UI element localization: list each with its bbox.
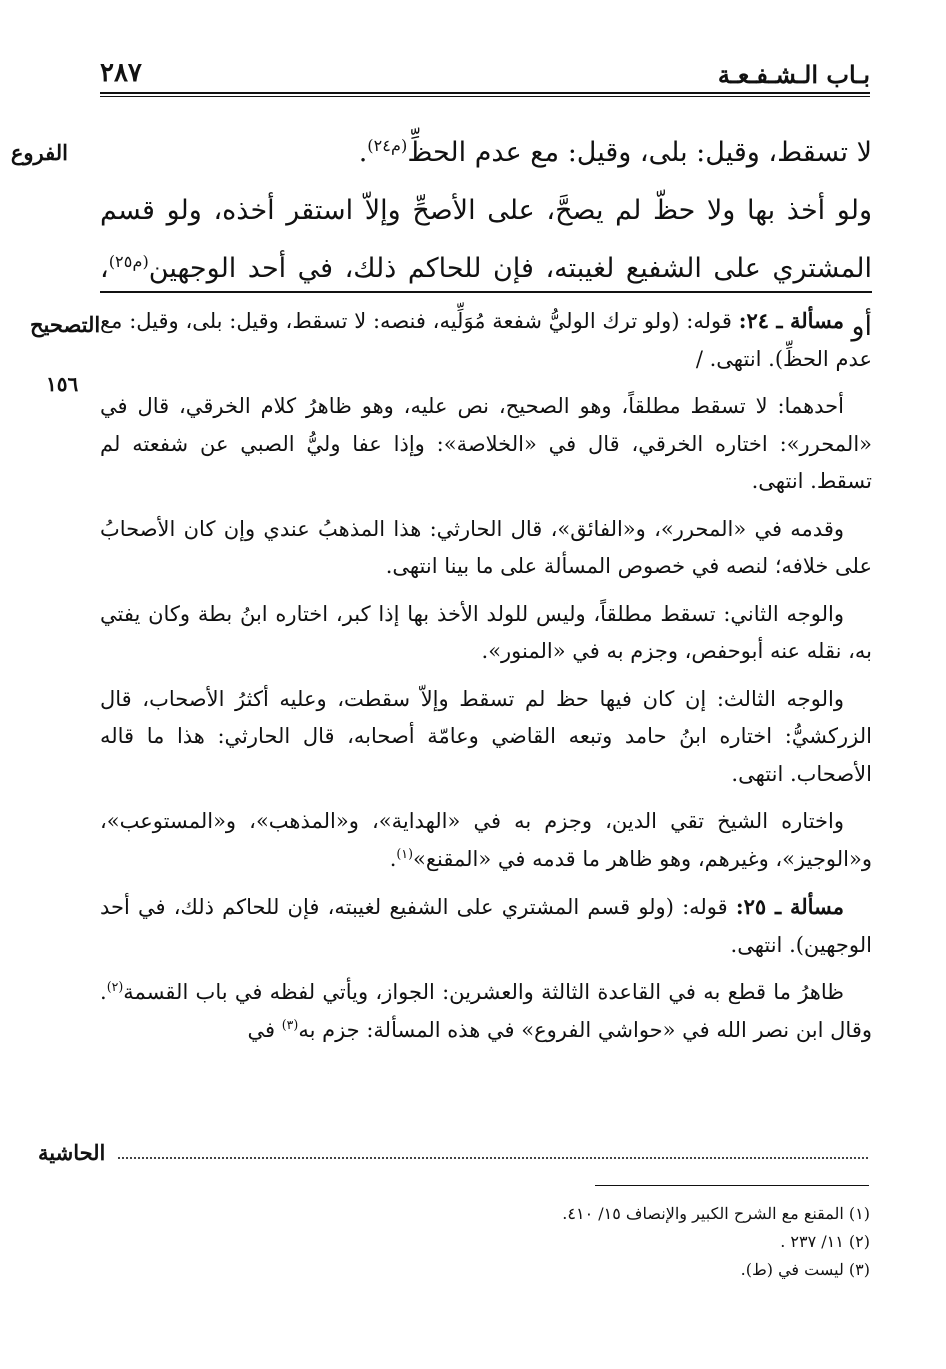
text-span: . [389, 846, 397, 871]
margin-label-hashiya: الحاشية [38, 1140, 106, 1165]
issue-reference: (م٢٤) [367, 136, 408, 155]
running-title: بـاب الـشـفـعـة [717, 60, 870, 89]
margin-label-furu: الفروع [10, 140, 68, 165]
issue-paragraph [100, 888, 872, 964]
text-paragraph: أحدهما: لا تسقط مطلقاً، وهو الصحيح، نص عليه، وهو ظاهرُ كلام الخرقي، قال في «المحرر»: اختاره الخرقي، قال في «الخلاصة»: وإذا عفا وليُّ الصبي عن شفعته لم تسقط. انتهى. [100, 394, 872, 493]
header-rule [100, 92, 870, 94]
text-span: لا تسقط، وقيل: بلى، وقيل: مع عدم الحظِّ [407, 137, 872, 168]
margin-folio-number: ١٥٦ [46, 372, 79, 396]
tashih-text [100, 302, 872, 1059]
text-span: ولو أخذ بها ولا حظّ لم يصحَّ، على الأصحِّ وإلاّ استقر أخذه، ولو قسم المشتري على الشفيع لغيبته، فإن للحاكم ذلك، في أحد الوجهين [100, 195, 872, 284]
footnote: (١) المقنع مع الشرح الكبير والإنصاف ١٥/ ٤١٠. [562, 1204, 870, 1223]
footnote: (٢) ١١/ ٢٣٧ . [780, 1232, 870, 1251]
footnote-marker: (٢) [106, 979, 124, 994]
section-divider [100, 291, 872, 293]
text-paragraph: وقدمه في «المحرر»، و«الفائق»، قال الحارثي: هذا المذهبُ عندي وإن كان الأصحابُ على خلافه؛ لنصه في خصوص المسألة على ما بينا انتهى. [100, 516, 872, 578]
text-span: ظاهرُ ما قطع به في القاعدة الثالثة والعشرين: الجواز، ويأتي لفظه في باب القسمة [123, 980, 844, 1004]
text-span: في [247, 1017, 282, 1042]
text-paragraph: والوجه الثاني: تسقط مطلقاً، وليس للولد الأخذ بها إذا كبر، اختاره ابنُ بطة وكان يفتي به، نقله عنه أبوحفص، وجزم به في «المنور». [100, 601, 872, 663]
text-paragraph: والوجه الثالث: إن كان فيها حظ لم تسقط وإلاّ سقطت، وعليه أكثرُ الأصحاب، قال الزركشيُّ: اختاره ابنُ حامد وتبعه القاضي وعامّة أصحابه، قال الحارثي: هذا ما قاله الأصحاب. انتهى. [100, 686, 872, 786]
footnote-marker: (٣) [281, 1016, 299, 1032]
issue-heading: مسألة ـ ٢٥: [735, 894, 844, 919]
page-header [100, 58, 870, 96]
page-number: ٢٨٧ [100, 58, 142, 88]
text-span: قوله: (ولو قسم المشتري على الشفيع لغيبته، فإن للحاكم ذلك، في أحد الوجهين). انتهى. [100, 895, 872, 957]
issue-reference: (م٢٥) [108, 252, 149, 271]
text-span: قوله: (ولو ترك الوليُّ شفعة مُوَلِّيه، فنصه: لا تسقط، وقيل: بلى، وقيل: مع عدم الحظِّ). انتهى. / [100, 309, 872, 371]
text-line: لا تسقط، وقيل: بلى، وقيل: مع عدم الحظِّ$^{(م٢٤)}$. [358, 136, 872, 168]
text-span: واختاره الشيخ تقي الدين، وجزم به في «الهداية»، و«المذهب»، و«المستوعب»، و«الوجيز»، وغيرهم، وهو ظاهر ما قدمه في «المقنع» [100, 809, 872, 871]
issue-paragraph [100, 302, 872, 378]
hashiya-dotted-line [118, 1157, 868, 1159]
text-span: ، أو [100, 253, 872, 342]
footnotes [100, 1200, 870, 1284]
header-rule-thin [100, 96, 870, 97]
text-paragraph [100, 803, 872, 878]
footnote: (٣) ليست في (ط). [740, 1260, 870, 1279]
margin-label-tashih: التصحيح [30, 312, 101, 337]
footnote-marker: (١) [396, 845, 413, 861]
issue-heading: مسألة ـ ٢٤: [738, 308, 845, 333]
text-span: . وقال ابن نصر الله في «حواشي الفروع» في هذه المسألة: جزم به [100, 980, 872, 1042]
text-paragraph [100, 974, 872, 1049]
footnote-rule [595, 1185, 869, 1186]
